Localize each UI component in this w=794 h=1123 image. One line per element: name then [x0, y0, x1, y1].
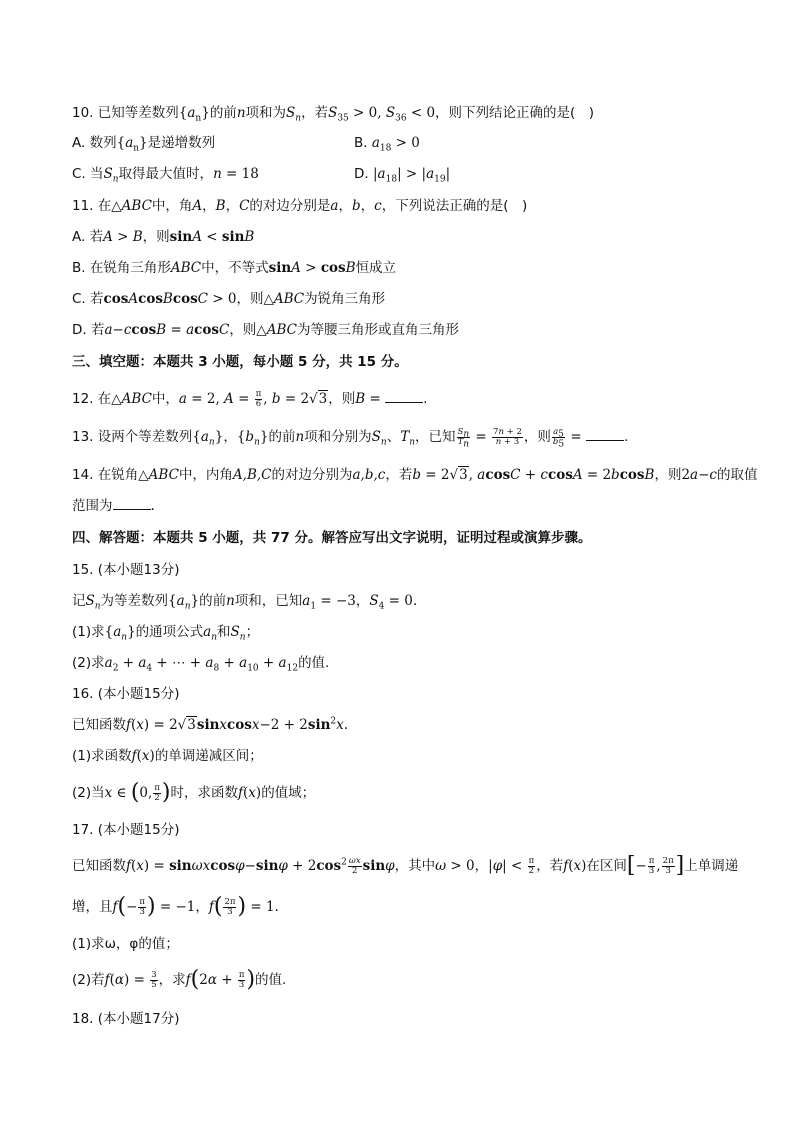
question-15-part-2: (2)求$a_2 + a_4$ + ⋯ + $a_8 + a_{10} + a_{12}$的值. — [72, 655, 330, 674]
option-a: A. 数列$\{a_n\}$是递增数列 — [72, 135, 216, 154]
question-17-part-2: (2)若f(α) = $\frac{3}{5}$ ，求f(2α + $\frac{\pi}{3}$ )的值. — [72, 967, 287, 992]
option-b: B. $a_{18} > 0$ — [354, 135, 420, 154]
question-11-option-b: B. 在锐角三角形ABC中，不等式sinA > cosB恒成立 — [72, 260, 397, 276]
answer-blank — [113, 497, 151, 510]
question-17-part-1: (1)求ω，φ的值； — [72, 936, 179, 952]
option-c: C. 当$S_n$取得最大值时，n = 18 — [72, 166, 259, 185]
answer-blank — [586, 428, 624, 441]
question-11-option-c: C. 若cosAcosBcosC > 0，则△ABC为锐角三角形 — [72, 291, 386, 307]
section-solutions-heading: 四、解答题：本题共 5 小题，共 77 分。解答应写出文字说明，证明过程或演算步骤。 — [72, 530, 592, 546]
question-10-options-ab — [72, 133, 722, 153]
question-11-option-d: D. 若a−ccosB = acosC，则△ABC为等腰三角形或直角三角形 — [72, 322, 459, 338]
question-11-option-a: A. 若A > B，则sinA < sinB — [72, 229, 255, 245]
question-17-heading: 17. (本小题15分) — [72, 822, 180, 838]
question-17-stem: 已知函数$f(x) = \sin\omega xcos\varphi-\sin\varphi + 2\cos^2$ $\frac{\omega x}{2}$ sinφ，其中ω > 0，|φ| < $\frac{\pi}{2}$ ，若f(x)在区间[− $\frac{\pi}{3}$ , $\frac{2\pi}{3}$ ]上单调递 — [72, 853, 739, 878]
question-10-options-cd — [72, 164, 722, 184]
question-14-line-2: 范围为 . — [72, 498, 155, 514]
question-12: 12. 在△ABC中，a = 2, A = $\frac{\pi}{6}$ , b = 2√3，则B = . — [72, 388, 428, 409]
question-16-heading: 16. (本小题15分) — [72, 686, 180, 702]
question-15-heading: 15. (本小题13分) — [72, 562, 180, 578]
answer-blank — [385, 390, 423, 403]
question-14-line-1: 14. 在锐角△ABC中，内角A,B,C的对边分别为a,b,c，若b = 2√3, acosC + ccosA = 2bcosB，则2a−c的取值 — [72, 467, 758, 483]
question-16-part-1: (1)求函数f(x)的单调递减区间； — [72, 748, 263, 764]
question-11-stem: 11. 在△ABC中，角A，B，C的对边分别是a，b，c，下列说法正确的是( ) — [72, 198, 528, 214]
section-fill-in-heading: 三、填空题：本题共 3 小题，每小题 5 分，共 15 分。 — [72, 354, 408, 370]
question-13: 13. 设两个等差数列$\{a_n\}$，$\{b_n\}$的前n项和分别为$S_n$、$T_n$，已知 $\frac{S_n}{T_n}$ = $\frac{7n + 2}{n + 3}$ ，则 $\frac{a_5}{b_5}$ = . — [72, 426, 629, 450]
question-18-heading: 18. (本小题17分) — [72, 1011, 180, 1027]
question-17-stem-line-2: 增，且f(− $\frac{\pi}{3}$ ) = −1，f( $\frac{2\pi}{3}$ ) = 1. — [72, 894, 279, 919]
option-d: D. $|a_{18}| > |a_{19}|$ — [354, 166, 451, 185]
question-10-stem: 10. 已知等差数列$\{a_n\}$的前n项和为$S_n$，若$S_{35} > 0$, $S_{36} < 0$，则下列结论正确的是( ) — [72, 105, 595, 124]
question-16-stem: 已知函数f(x) = 2√3sinxcosx−2 + $2\sin^2x$. — [72, 716, 349, 733]
question-15-part-1: (1)求$\{a_n\}$的通项公式$a_n$和$S_n$； — [72, 624, 260, 643]
question-16-part-2: (2)当x ∈ (0, $\frac{\pi}{2}$ )时，求函数f(x)的值域； — [72, 780, 316, 805]
question-15-stem: 记$S_n$为等差数列$\{a_n\}$的前n项和，已知$a_1 = -3$，$S_4 = 0$. — [72, 593, 418, 612]
